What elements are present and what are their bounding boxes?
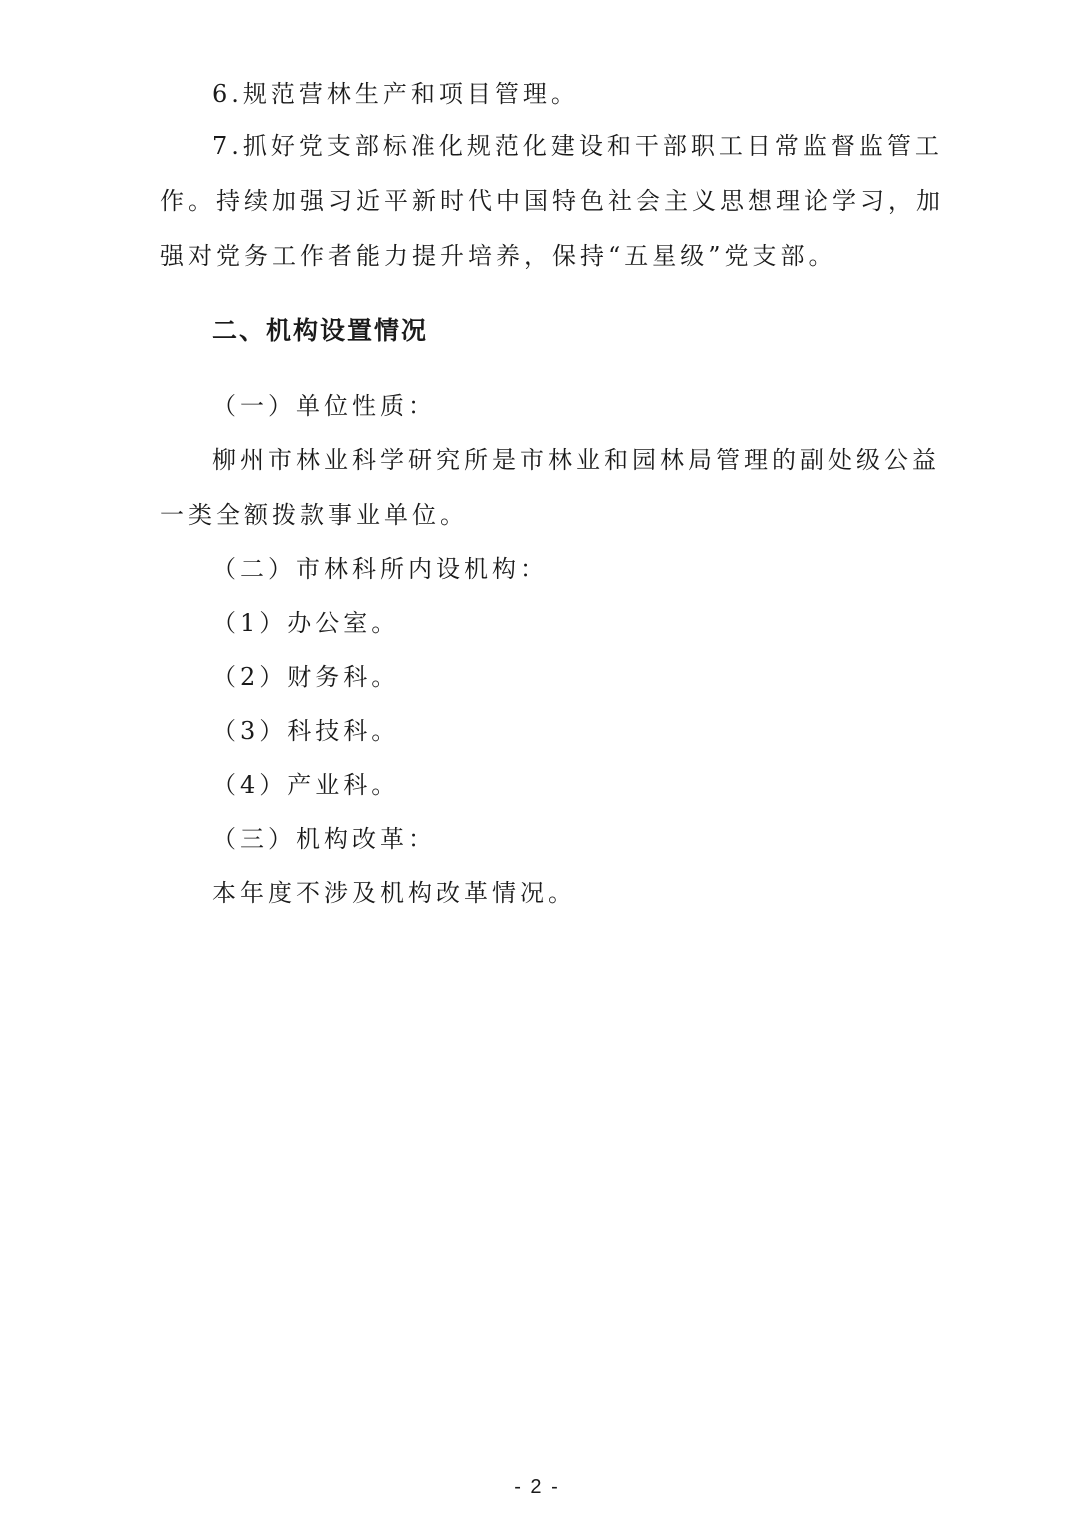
subheading-internal-units: （二）市林科所内设机构：	[212, 555, 548, 583]
list-item: （4）产业科。	[212, 771, 400, 799]
subheading-reform: （三）机构改革：	[212, 825, 436, 853]
reform-text: 本年度不涉及机构改革情况。	[212, 879, 576, 907]
section-heading: 二、机构设置情况	[212, 316, 429, 345]
paragraph-item-7-line-3: 强对党务工作者能力提升培养，保持“五星级”党支部。	[160, 242, 837, 270]
paragraph-item-7-line-1: 7.抓好党支部标准化规范化建设和干部职工日常监督监管工	[212, 132, 943, 160]
paragraph-item-6: 6.规范营林生产和项目管理。	[212, 80, 579, 108]
unit-nature-line-1: 柳州市林业科学研究所是市林业和园林局管理的副处级公益	[212, 446, 940, 474]
list-item: （3）科技科。	[212, 717, 400, 745]
page-number: - 2 -	[514, 1476, 560, 1498]
list-item: （1）办公室。	[212, 609, 400, 637]
list-item: （2）财务科。	[212, 663, 400, 691]
unit-nature-line-2: 一类全额拨款事业单位。	[160, 501, 468, 529]
subheading-unit-nature: （一）单位性质：	[212, 392, 436, 420]
paragraph-item-7-line-2: 作。持续加强习近平新时代中国特色社会主义思想理论学习，加	[160, 187, 944, 215]
